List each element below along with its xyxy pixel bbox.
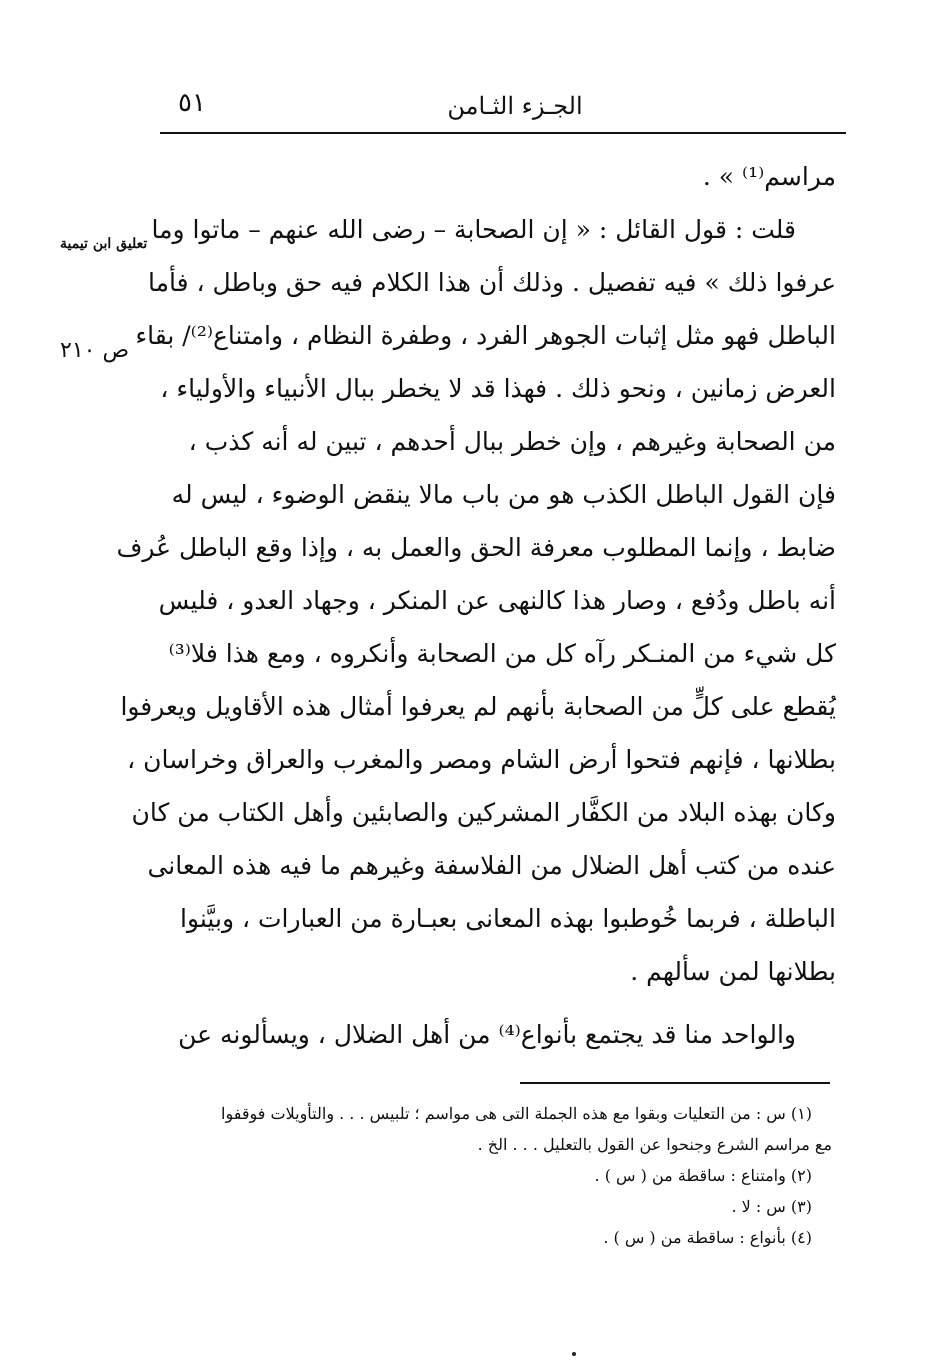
footnote: (٤) بأنواع : ساقطة من ( س ) . [603,1228,812,1247]
text-line: من الصحابة وغيرهم ، وإن خطر ببال أحدهم ، تبين له أنه كذب ، [188,427,836,456]
text-line: وكان بهذه البلاد من الكفَّار المشركين والصابئين وأهل الكتاب من كان [131,798,836,827]
text-line: كل شيء من المنـكر رآه كل من الصحابة وأنكروه ، ومع هذا فلا⁽³⁾ [168,639,836,668]
text-line: والواحد منا قد يجتمع بأنواع⁽⁴⁾ من أهل الضلال ، ويسألونه عن [178,1020,796,1049]
text-line: الباطل فهو مثل إثبات الجوهر الفرد ، وطفرة النظام ، وامتناع⁽²⁾/ بقاء [135,321,836,350]
text-line: يُقطع على كلٍّ من الصحابة بأنهم لم يعرفوا أمثال هذه الأقاويل ويعرفوا [120,692,836,721]
footnote: (٣) س : لا . [731,1197,812,1216]
text-line: أنه باطل ودُفع ، وصار هذا كالنهى عن المنكر ، وجهاد العدو ، فليس [158,586,836,615]
footnote-divider [520,1082,830,1084]
text-line: بطلانها ، فإنهم فتحوا أرض الشام ومصر والمغرب والعراق وخراسان ، [127,745,836,774]
text-line: الباطلة ، فربما خُوطبوا بهذه المعانى بعبـارة من العبارات ، وبيَّنوا [180,904,836,933]
text-line: بطلانها لمن سألهم . [630,957,836,986]
footnote: (٢) وامتناع : ساقطة من ( س ) . [594,1166,812,1185]
body-text [116,150,836,1061]
header-divider [160,132,846,134]
running-title: الجـزء الثـامن [447,92,583,120]
footnotes [160,1098,832,1253]
text-line: مراسم⁽¹⁾ » . [702,162,836,191]
page-number: ٥١ [178,88,206,118]
margin-note: تعليق ابن تيمية [60,236,148,252]
text-line: فإن القول الباطل الكذب هو من باب مالا ينقض الوضوء ، ليس له [171,480,836,509]
text-line: ضابط ، وإنما المطلوب معرفة الحق والعمل به ، وإذا وقع الباطل عُرف [116,533,836,562]
text-line: عرفوا ذلك » فيه تفصيل . وذلك أن هذا الكلام فيه حق وباطل ، فأما [147,268,836,297]
margin-page-reference: ص ٢١٠ [60,338,130,363]
text-line: قلت : قول القائل : « إن الصحابة – رضى الله عنهم – ماتوا وما [151,215,796,244]
page-mark [572,1352,576,1356]
text-line: عنده من كتب أهل الضلال من الفلاسفة وغيرهم ما فيه هذه المعانى [147,851,836,880]
footnote: (١) س : من التعليات وبقوا مع هذه الجملة التى هى مواسم ؛ تلبيس . . . والتأويلات فوقفوا [221,1104,812,1123]
footnote: مع مراسم الشرع وجنحوا عن القول بالتعليل . . . الخ . [477,1135,832,1154]
text-line: العرض زمانين ، ونحو ذلك . فهذا قد لا يخطر ببال الأنبياء والأولياء ، [160,374,836,403]
